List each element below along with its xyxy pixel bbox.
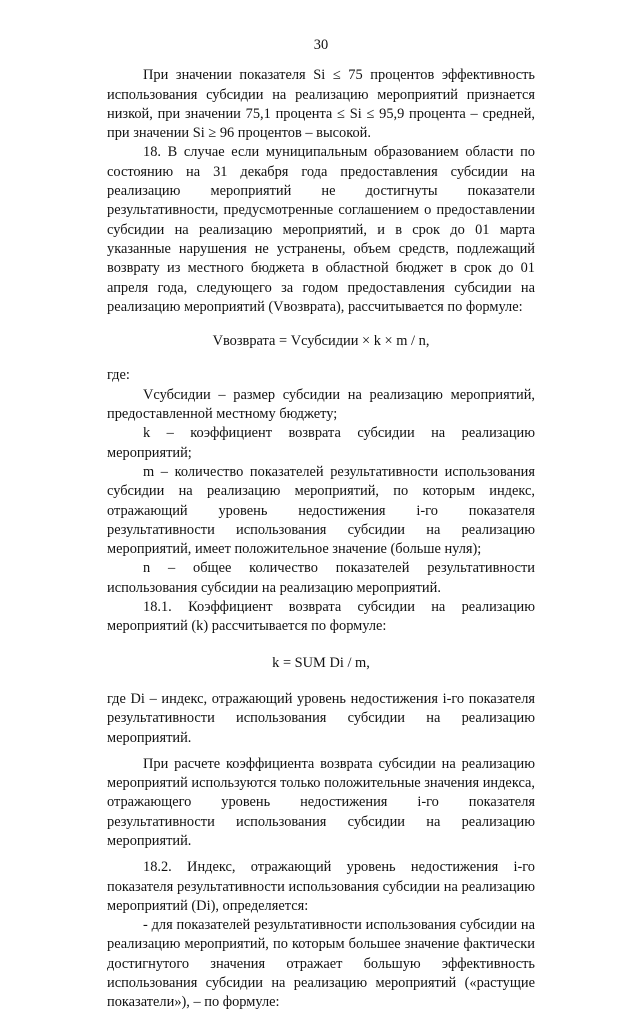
- paragraph-18: 18. В случае если муниципальным образованием области по состоянию на 31 декабря года предоставления субсидии на реализацию мероприятий не достигнуты показатели результативности, предусмотренные соглашением о предоставлении субсидии на реализацию мероприятий, и в срок до 01 марта указанные нарушения не устранены, объем средств, подлежащий возврату из местного бюджета в областной бюджет в срок до 01 апреля года, следующего за годом предоставления субсидии на реализацию мероприятий (Vвозврата), рассчитывается по формуле:: [107, 144, 535, 315]
- formula-v-return: Vвозврата = Vсубсидии × k × m / n,: [212, 333, 430, 350]
- formula-k: k = SUM Di / m,: [272, 654, 370, 671]
- page-number: 30: [313, 37, 329, 53]
- paragraph-growing-indicators: - для показателей результативности использования субсидии на реализацию мероприятий, по которым большее значение фактически достигнутого значения отражает большую эффективность использования субсидии на реализацию мероприятий («растущие показатели»), – по формуле:: [107, 917, 535, 1011]
- paragraph-efficiency-levels: При значении показателя Si ≤ 75 процентов эффективность использования субсидии на реализацию мероприятий признается низкой, при значении 75,1 процента ≤ Si ≤ 95,9 процента – средней, при значении Si ≥ 96 процентов – высокой.: [107, 67, 535, 142]
- definition-m: m – количество показателей результативности использования субсидии на реализацию мероприятий, по которым индекс, отражающий уровень недостижения i-го показателя результативности использования субсидии на реализацию мероприятий, имеет положительное значение (больше нуля);: [107, 463, 535, 558]
- definition-v-subsidy: Vсубсидии – размер субсидии на реализацию мероприятий, предоставленной местному бюджету;: [107, 386, 535, 423]
- definition-n: n – общее количество показателей результативности использования субсидии на реализацию мероприятий.: [107, 560, 535, 596]
- where-label: где:: [107, 367, 130, 384]
- definition-di: где Di – индекс, отражающий уровень недостижения i-го показателя результативности использования субсидии на реализацию мероприятий.: [107, 690, 535, 746]
- paragraph-18-2: 18.2. Индекс, отражающий уровень недостижения i-го показателя результативности использования субсидии на реализацию мероприятий (Di), определяется:: [107, 859, 535, 914]
- document-page: [107, 36, 535, 1013]
- definition-k: k – коэффициент возврата субсидии на реализацию мероприятий;: [107, 425, 535, 461]
- paragraph-calculation-note: При расчете коэффициента возврата субсидии на реализацию мероприятий используются только положительные значения индекса, отражающего уровень недостижения i-го показателя результативности использования субсидии на реализацию мероприятий.: [107, 755, 535, 849]
- paragraph-18-1: 18.1. Коэффициент возврата субсидии на реализацию мероприятий (k) рассчитывается по формуле:: [107, 599, 535, 635]
